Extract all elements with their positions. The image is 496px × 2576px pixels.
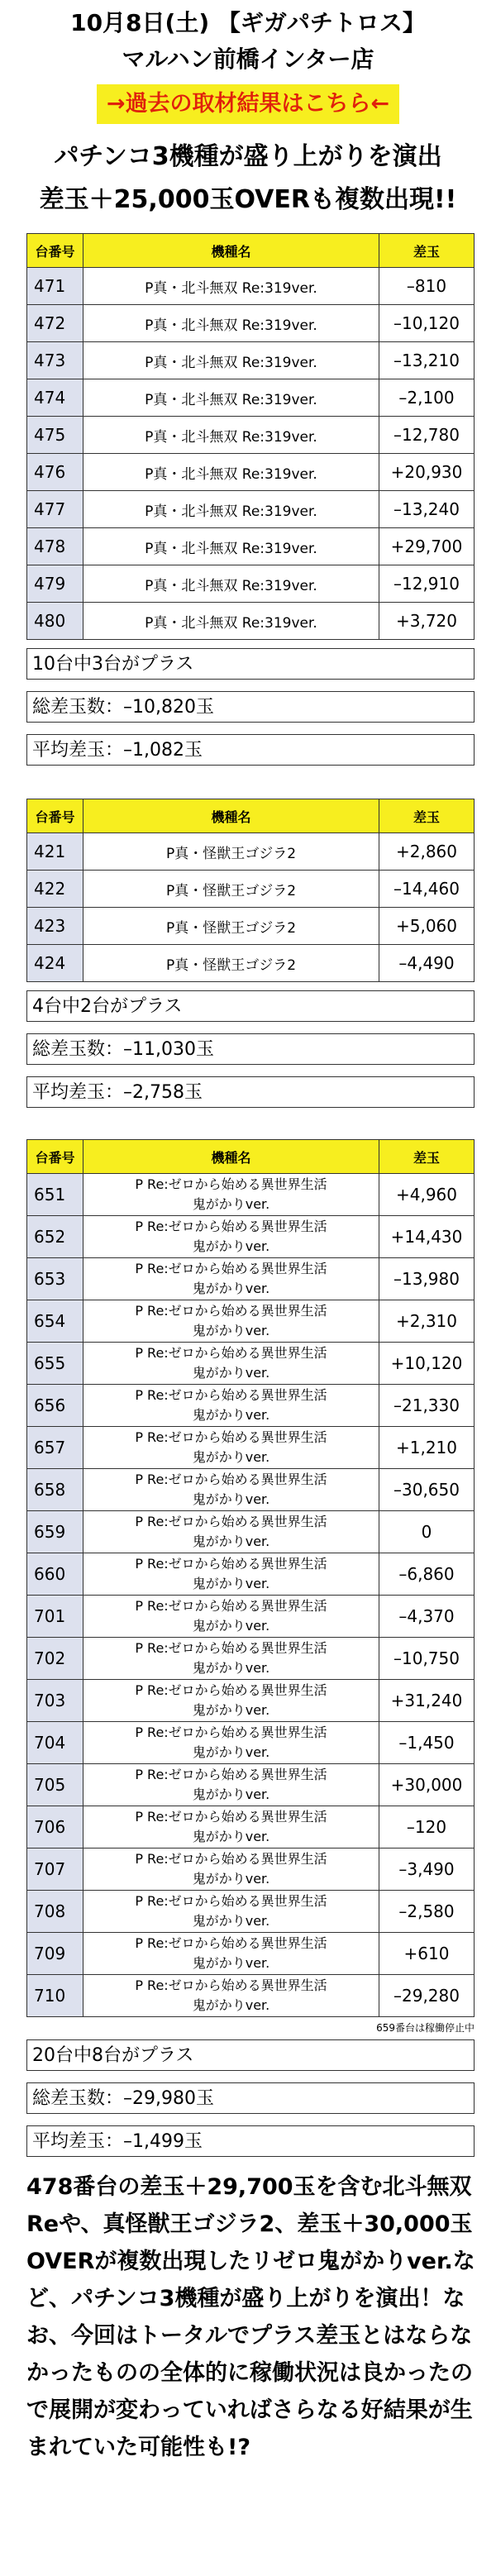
col-header-diff: 差玉 <box>379 1140 475 1174</box>
machine-name: P真・怪獣王ゴジラ2 <box>83 908 379 945</box>
ball-diff: +10,120 <box>379 1343 475 1385</box>
table-row <box>27 603 475 640</box>
machine-number: 706 <box>27 1806 83 1849</box>
plus-count-summary: 20台中8台がプラス <box>26 2039 475 2071</box>
ball-diff: –3,490 <box>379 1849 475 1891</box>
total-diff-summary: 総差玉数：–29,980玉 <box>26 2082 475 2114</box>
machine-name-line1: P Re:ゼロから始める異世界生活 <box>135 1767 327 1782</box>
machine-name <box>83 1511 379 1553</box>
table-row <box>27 833 475 871</box>
total-diff-summary: 総差玉数：–10,820玉 <box>26 691 475 723</box>
machine-name: P真・怪獣王ゴジラ2 <box>83 945 379 982</box>
table-row <box>27 1427 475 1469</box>
col-header-machine: 機種名 <box>83 234 379 268</box>
machine-name <box>83 1764 379 1806</box>
machine-name <box>83 1933 379 1975</box>
ball-diff: –2,580 <box>379 1891 475 1933</box>
ball-diff: –13,210 <box>379 342 475 379</box>
machine-name-line1: P Re:ゼロから始める異世界生活 <box>135 1345 327 1361</box>
machine-number: 704 <box>27 1722 83 1764</box>
machine-number: 472 <box>27 305 83 342</box>
machine-number: 707 <box>27 1849 83 1891</box>
machine-name-line2: 鬼がかりver. <box>192 1702 270 1718</box>
machine-name-line1: P Re:ゼロから始める異世界生活 <box>135 1640 327 1656</box>
machine-name-line1: P Re:ゼロから始める異世界生活 <box>135 1556 327 1572</box>
ball-diff: –14,460 <box>379 871 475 908</box>
table-row <box>27 945 475 982</box>
out-of-service-note: 659番台は稼働停止中 <box>376 2022 475 2034</box>
machine-name-line2: 鬼がかりver. <box>192 1407 270 1423</box>
col-header-diff: 差玉 <box>379 799 475 833</box>
table-row <box>27 491 475 528</box>
machine-number: 424 <box>27 945 83 982</box>
machine-name <box>83 1385 379 1427</box>
table-row <box>27 871 475 908</box>
machine-name-line2: 鬼がかりver. <box>192 1829 270 1844</box>
ball-diff: +30,000 <box>379 1764 475 1806</box>
table-row <box>27 565 475 603</box>
table-row <box>27 1638 475 1680</box>
machine-number: 422 <box>27 871 83 908</box>
machine-number: 702 <box>27 1638 83 1680</box>
ball-diff: –10,750 <box>379 1638 475 1680</box>
col-header-machine: 機種名 <box>83 1140 379 1174</box>
machine-number: 474 <box>27 379 83 417</box>
table-row <box>27 1553 475 1596</box>
ball-diff: +4,960 <box>379 1174 475 1216</box>
machine-number: 480 <box>27 603 83 640</box>
ball-diff: –21,330 <box>379 1385 475 1427</box>
machine-name: P真・北斗無双 Re:319ver. <box>83 417 379 454</box>
ball-diff: –120 <box>379 1806 475 1849</box>
table-row <box>27 1343 475 1385</box>
machine-name-line2: 鬼がかりver. <box>192 1871 270 1887</box>
machine-name <box>83 1174 379 1216</box>
ball-diff: –4,490 <box>379 945 475 982</box>
col-header-machine: 機種名 <box>83 799 379 833</box>
average-diff-summary: 平均差玉：–1,499玉 <box>26 2125 475 2157</box>
machine-name <box>83 1469 379 1511</box>
store-name-title: マルハン前橋インター店 <box>122 45 374 73</box>
machine-name-line1: P Re:ゼロから始める異世界生活 <box>135 1682 327 1698</box>
machine-name-line1: P Re:ゼロから始める異世界生活 <box>135 1851 327 1867</box>
headline-1: パチンコ3機種が盛り上がりを演出 <box>54 142 442 171</box>
machine-number: 709 <box>27 1933 83 1975</box>
ball-diff: –1,450 <box>379 1722 475 1764</box>
table-row <box>27 1258 475 1300</box>
machine-name <box>83 1680 379 1722</box>
ball-diff: –10,120 <box>379 305 475 342</box>
machine-name-line2: 鬼がかりver. <box>192 1997 270 2013</box>
machine-number: 479 <box>27 565 83 603</box>
machine-name: P真・怪獣王ゴジラ2 <box>83 833 379 871</box>
machine-number: 652 <box>27 1216 83 1258</box>
ball-diff: –30,650 <box>379 1469 475 1511</box>
table-row <box>27 1806 475 1849</box>
table-row <box>27 417 475 454</box>
machine-name: P真・北斗無双 Re:319ver. <box>83 342 379 379</box>
machine-name <box>83 1427 379 1469</box>
ball-diff: 0 <box>379 1511 475 1553</box>
machine-name-line1: P Re:ゼロから始める異世界生活 <box>135 1724 327 1740</box>
table-row <box>27 1174 475 1216</box>
machine-number: 654 <box>27 1300 83 1343</box>
table-row <box>27 379 475 417</box>
machine-name: P真・怪獣王ゴジラ2 <box>83 871 379 908</box>
machine-name-line1: P Re:ゼロから始める異世界生活 <box>135 1514 327 1529</box>
machine-name-line2: 鬼がかりver. <box>192 1449 270 1465</box>
ball-diff: +31,240 <box>379 1680 475 1722</box>
ball-diff: +20,930 <box>379 454 475 491</box>
godzilla-results-table <box>26 799 475 982</box>
machine-name-line1: P Re:ゼロから始める異世界生活 <box>135 1472 327 1487</box>
machine-name <box>83 1216 379 1258</box>
machine-name: P真・北斗無双 Re:319ver. <box>83 565 379 603</box>
ball-diff: +5,060 <box>379 908 475 945</box>
table-row <box>27 1216 475 1258</box>
machine-name-line1: P Re:ゼロから始める異世界生活 <box>135 1977 327 1993</box>
machine-number: 703 <box>27 1680 83 1722</box>
machine-number: 710 <box>27 1975 83 2017</box>
machine-name-line1: P Re:ゼロから始める異世界生活 <box>135 1429 327 1445</box>
machine-number: 705 <box>27 1764 83 1806</box>
col-header-diff: 差玉 <box>379 234 475 268</box>
ball-diff: +2,860 <box>379 833 475 871</box>
machine-name-line2: 鬼がかりver. <box>192 1281 270 1296</box>
table-row <box>27 1680 475 1722</box>
ball-diff: –13,240 <box>379 491 475 528</box>
table-row <box>27 1722 475 1764</box>
ball-diff: –2,100 <box>379 379 475 417</box>
machine-number: 476 <box>27 454 83 491</box>
machine-number: 475 <box>27 417 83 454</box>
machine-name-line1: P Re:ゼロから始める異世界生活 <box>135 1809 327 1825</box>
machine-name: P真・北斗無双 Re:319ver. <box>83 528 379 565</box>
machine-number: 657 <box>27 1427 83 1469</box>
machine-name-line2: 鬼がかりver. <box>192 1365 270 1381</box>
machine-name-line1: P Re:ゼロから始める異世界生活 <box>135 1261 327 1276</box>
table-row <box>27 1385 475 1427</box>
machine-name <box>83 1258 379 1300</box>
machine-name <box>83 1300 379 1343</box>
machine-name: P真・北斗無双 Re:319ver. <box>83 454 379 491</box>
machine-name-line2: 鬼がかりver. <box>192 1196 270 1212</box>
table-row <box>27 1764 475 1806</box>
table-row <box>27 528 475 565</box>
machine-number: 655 <box>27 1343 83 1385</box>
headline-2: 差玉＋25,000玉OVERも複数出現!! <box>39 185 457 214</box>
machine-name-line2: 鬼がかりver. <box>192 1913 270 1929</box>
machine-name <box>83 1553 379 1596</box>
machine-name-line2: 鬼がかりver. <box>192 1534 270 1549</box>
machine-number: 423 <box>27 908 83 945</box>
ball-diff: –4,370 <box>379 1596 475 1638</box>
col-header-number: 台番号 <box>27 799 83 833</box>
machine-name <box>83 1596 379 1638</box>
machine-number: 473 <box>27 342 83 379</box>
machine-number: 471 <box>27 268 83 305</box>
table-row <box>27 305 475 342</box>
ball-diff: –13,980 <box>379 1258 475 1300</box>
machine-name-line1: P Re:ゼロから始める異世界生活 <box>135 1387 327 1403</box>
machine-name-line2: 鬼がかりver. <box>192 1491 270 1507</box>
machine-name-line2: 鬼がかりver. <box>192 1660 270 1676</box>
closing-paragraph: 478番台の差玉＋29,700玉を含む北斗無双Reや、真怪獣王ゴジラ2、差玉＋30,000玉OVERが複数出現したリゼロ鬼がかりver.など、パチンコ3機種が盛り上がりを演出！なお、今回はトータルでプラス差玉とはならなかったものの全体的に稼働状況は良かったので展開が変わっていればさらなる好結果が生まれていた可能性も!? <box>26 2174 475 2460</box>
ball-diff: +1,210 <box>379 1427 475 1469</box>
plus-count-summary: 4台中2台がプラス <box>26 990 475 1022</box>
machine-name-line1: P Re:ゼロから始める異世界生活 <box>135 1303 327 1319</box>
machine-number: 658 <box>27 1469 83 1511</box>
table-row <box>27 1300 475 1343</box>
table-row <box>27 1469 475 1511</box>
machine-name-line2: 鬼がかりver. <box>192 1787 270 1802</box>
machine-name: P真・北斗無双 Re:319ver. <box>83 603 379 640</box>
hokuto-results-table <box>26 233 475 640</box>
table-row <box>27 908 475 945</box>
col-header-number: 台番号 <box>27 234 83 268</box>
machine-number: 421 <box>27 833 83 871</box>
machine-name-line2: 鬼がかりver. <box>192 1238 270 1254</box>
machine-name: P真・北斗無双 Re:319ver. <box>83 491 379 528</box>
machine-name <box>83 1849 379 1891</box>
machine-name-line2: 鬼がかりver. <box>192 1955 270 1971</box>
machine-number: 701 <box>27 1596 83 1638</box>
ball-diff: –12,780 <box>379 417 475 454</box>
machine-name-line2: 鬼がかりver. <box>192 1744 270 1760</box>
machine-number: 478 <box>27 528 83 565</box>
plus-count-summary: 10台中3台がプラス <box>26 648 475 680</box>
table-row <box>27 1511 475 1553</box>
total-diff-summary: 総差玉数：–11,030玉 <box>26 1033 475 1065</box>
machine-name-line1: P Re:ゼロから始める異世界生活 <box>135 1598 327 1614</box>
rezero-results-table <box>26 1139 475 2017</box>
table-row <box>27 1891 475 1933</box>
table-row <box>27 1849 475 1891</box>
ball-diff: –29,280 <box>379 1975 475 2017</box>
banner-wrap <box>0 84 496 124</box>
table-row <box>27 1596 475 1638</box>
ball-diff: +3,720 <box>379 603 475 640</box>
col-header-number: 台番号 <box>27 1140 83 1174</box>
machine-name: P真・北斗無双 Re:319ver. <box>83 379 379 417</box>
machine-name <box>83 1343 379 1385</box>
ball-diff: +29,700 <box>379 528 475 565</box>
ball-diff: –12,910 <box>379 565 475 603</box>
machine-name-line1: P Re:ゼロから始める異世界生活 <box>135 1935 327 1951</box>
machine-number: 660 <box>27 1553 83 1596</box>
machine-name <box>83 1975 379 2017</box>
machine-name <box>83 1638 379 1680</box>
event-date-title: 10月8日(土) 【ギガパチトロス】 <box>70 9 426 36</box>
machine-number: 653 <box>27 1258 83 1300</box>
machine-name-line1: P Re:ゼロから始める異世界生活 <box>135 1893 327 1909</box>
machine-name <box>83 1806 379 1849</box>
machine-number: 659 <box>27 1511 83 1553</box>
table-row <box>27 342 475 379</box>
ball-diff: –6,860 <box>379 1553 475 1596</box>
machine-name <box>83 1722 379 1764</box>
average-diff-summary: 平均差玉：–2,758玉 <box>26 1076 475 1108</box>
ball-diff: –810 <box>379 268 475 305</box>
machine-number: 708 <box>27 1891 83 1933</box>
machine-name: P真・北斗無双 Re:319ver. <box>83 305 379 342</box>
ball-diff: +610 <box>379 1933 475 1975</box>
machine-name <box>83 1891 379 1933</box>
machine-name-line2: 鬼がかりver. <box>192 1576 270 1591</box>
machine-name: P真・北斗無双 Re:319ver. <box>83 268 379 305</box>
table-row <box>27 268 475 305</box>
ball-diff: +14,430 <box>379 1216 475 1258</box>
machine-number: 656 <box>27 1385 83 1427</box>
machine-name-line1: P Re:ゼロから始める異世界生活 <box>135 1219 327 1234</box>
table-row <box>27 454 475 491</box>
ball-diff: +2,310 <box>379 1300 475 1343</box>
average-diff-summary: 平均差玉：–1,082玉 <box>26 734 475 766</box>
machine-name-line2: 鬼がかりver. <box>192 1323 270 1338</box>
table-row <box>27 1975 475 2017</box>
table-row <box>27 1933 475 1975</box>
machine-number: 651 <box>27 1174 83 1216</box>
machine-name-line1: P Re:ゼロから始める異世界生活 <box>135 1176 327 1192</box>
past-results-link[interactable]: →過去の取材結果はこちら← <box>97 84 399 124</box>
machine-name-line2: 鬼がかりver. <box>192 1618 270 1634</box>
machine-number: 477 <box>27 491 83 528</box>
